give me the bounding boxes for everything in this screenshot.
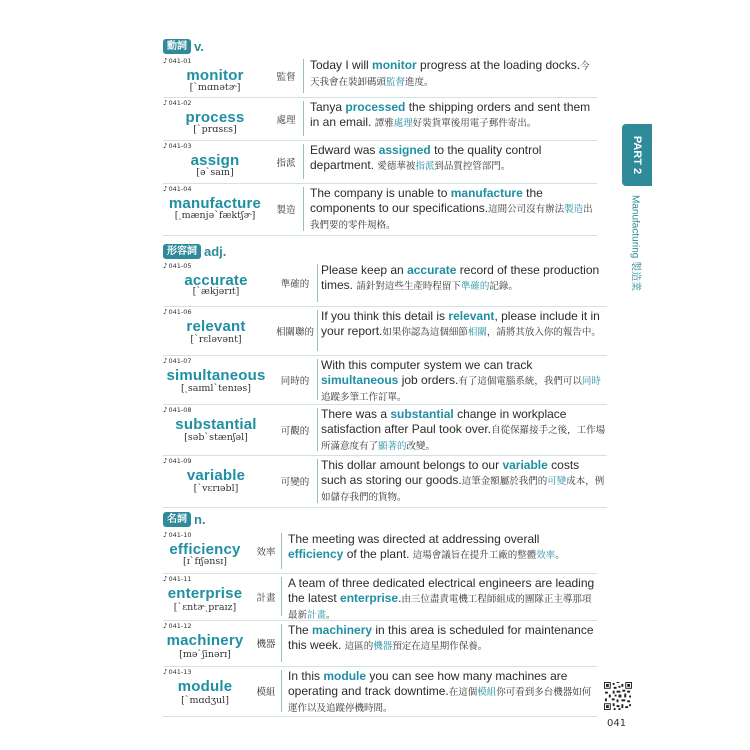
- sentence-translation: [356, 281, 518, 292]
- phonetic-transcription: [ˏmænjəˋfæktʃɚ]: [174, 210, 256, 221]
- sentence-text: the shipping orders and sent them in an email.: [310, 100, 591, 129]
- part-tab: [622, 124, 652, 186]
- highlighted-keyword: module: [323, 669, 367, 683]
- phonetic-transcription: [ˏsaɪmlˋtenɪəs]: [180, 383, 252, 394]
- sentence-text: The meeting was directed at addressing overall: [288, 532, 540, 546]
- sentence-text: In this: [288, 669, 324, 683]
- sentence-text: job orders.: [398, 373, 459, 387]
- highlighted-keyword: machinery: [312, 623, 373, 637]
- highlighted-keyword: processed: [345, 100, 406, 114]
- chapter-subtitle: Manufacturing 製造業: [629, 195, 641, 292]
- translation-text: 有了這個電腦系統，我們可以: [458, 376, 582, 387]
- translation-text: 你可看到多台機器如何運作以及追蹤停機時間。: [288, 687, 592, 714]
- section-badge: 名詞: [163, 512, 191, 527]
- translation-text: 出我們要的零件規格。: [310, 204, 593, 231]
- translation-text: 自從保羅接手之後，工作場所滿意度有了: [321, 425, 606, 452]
- translation-text: 。: [326, 610, 336, 621]
- highlighted-keyword: assigned: [378, 143, 431, 157]
- section-header: [163, 38, 597, 54]
- column-divider: [303, 59, 304, 93]
- vocab-word: machinery: [166, 632, 244, 649]
- translation-text: ，請將其放入你的報告中。: [486, 327, 601, 338]
- sentence-text: There was a: [321, 407, 391, 421]
- highlighted-translation: 監督: [386, 77, 406, 88]
- sentence-text: progress at the loading docks.: [416, 58, 581, 72]
- column-divider: [281, 577, 282, 616]
- sentence-text: of the plant.: [343, 547, 413, 561]
- chinese-meaning: 準確的: [280, 279, 310, 290]
- column-divider: [281, 533, 282, 569]
- section-header: [163, 511, 597, 527]
- highlighted-translation: 準確的: [460, 281, 490, 292]
- section-header: [163, 243, 607, 259]
- phonetic-transcription: [ˋprɑsɛs]: [193, 124, 237, 135]
- translation-text: 這筆金額屬於我們的: [461, 476, 548, 487]
- verb-section: [163, 38, 597, 54]
- qr-code-icon[interactable]: [604, 682, 632, 710]
- highlighted-keyword: monitor: [372, 58, 417, 72]
- chinese-meaning: 可變的: [280, 477, 310, 488]
- vocab-entry: [163, 97, 597, 141]
- phonetic-transcription: [ˋmɑdʒul]: [181, 695, 229, 706]
- translation-text: 請針對這些生產時程留下: [356, 281, 461, 292]
- audio-track-number: ♪ 041-04: [163, 185, 192, 193]
- audio-track-number: ♪ 041-05: [163, 262, 192, 270]
- example-sentence: [321, 458, 607, 505]
- sentence-text: Today I will: [310, 58, 373, 72]
- vocab-word: relevant: [186, 318, 246, 335]
- highlighted-keyword: accurate: [407, 263, 457, 277]
- highlighted-keyword: manufacture: [450, 186, 523, 200]
- column-divider: [303, 187, 304, 231]
- vocab-entry: [163, 529, 597, 574]
- vocab-word: assign: [190, 152, 240, 169]
- chinese-meaning: 處理: [276, 115, 296, 126]
- highlighted-keyword: variable: [502, 458, 548, 472]
- section-pos: v.: [194, 38, 204, 54]
- highlighted-translation: 機器: [373, 641, 393, 652]
- translation-text: 這場會議旨在提升工廠的整體: [412, 550, 537, 561]
- noun-section: [163, 511, 597, 527]
- vocab-word: simultaneous: [166, 367, 266, 384]
- vocab-word: process: [185, 109, 245, 126]
- vocab-entry: [163, 140, 597, 184]
- sentence-translation: [413, 550, 565, 561]
- example-sentence: [310, 58, 597, 90]
- sentence-translation: [377, 161, 510, 172]
- translation-text: 這間公司沒有辦法: [488, 204, 565, 215]
- sentence-text: The: [288, 623, 313, 637]
- audio-track-number: ♪ 041-12: [163, 622, 192, 630]
- audio-track-number: ♪ 041-01: [163, 57, 192, 65]
- sentence-text: With this computer system we can track: [321, 358, 533, 372]
- column-divider: [317, 310, 318, 351]
- vocab-entry: [163, 620, 597, 667]
- translation-text: 記錄。: [489, 281, 518, 292]
- chinese-meaning: 效率: [256, 547, 276, 558]
- example-sentence: [288, 532, 597, 563]
- vocab-entry: [163, 260, 607, 307]
- translation-text: 進度。: [405, 77, 434, 88]
- sentence-text: costs such as storing our goods.: [321, 458, 580, 487]
- translation-text: 到品質控管部門。: [434, 161, 511, 172]
- phonetic-transcription: [ˋækjərɪt]: [192, 286, 240, 297]
- sentence-text: record of these production times.: [321, 263, 600, 292]
- audio-track-number: ♪ 041-02: [163, 99, 192, 107]
- column-divider: [317, 459, 318, 503]
- chinese-meaning: 監督: [276, 72, 296, 83]
- sentence-translation: [382, 327, 601, 338]
- column-divider: [303, 144, 304, 179]
- vocab-word: variable: [186, 467, 246, 484]
- audio-track-number: ♪ 041-11: [163, 575, 192, 583]
- phonetic-transcription: [ɪˋfɪʃənsɪ]: [183, 556, 227, 567]
- audio-track-number: ♪ 041-08: [163, 406, 192, 414]
- example-sentence: [321, 309, 607, 340]
- highlighted-translation: 模組: [477, 687, 497, 698]
- vocab-entry: [163, 355, 607, 405]
- highlighted-keyword: efficiency: [288, 547, 344, 561]
- example-sentence: [321, 358, 607, 405]
- chinese-meaning: 同時的: [280, 376, 310, 387]
- page-number: 041: [607, 718, 627, 729]
- chinese-meaning: 機器: [256, 639, 276, 650]
- vocab-entry: [163, 183, 597, 236]
- translation-text: 預定在這星期作保養。: [392, 641, 488, 652]
- translation-text: 愛德華被: [377, 161, 416, 172]
- vocab-entry: [163, 55, 597, 98]
- sentence-text: in this area is scheduled for maintenance this week.: [288, 623, 594, 652]
- chinese-meaning: 指派: [276, 158, 296, 169]
- translation-text: 由三位盡責電機工程師組成的團隊正主導那項最新: [288, 594, 592, 621]
- translation-text: 追蹤多筆工作訂單。: [321, 392, 407, 403]
- sentence-text: you can see how many machines are operating and track downtime.: [288, 669, 568, 698]
- audio-track-number: ♪ 041-03: [163, 142, 192, 150]
- phonetic-transcription: [ˋvɛrɪəbl]: [193, 483, 239, 494]
- sentence-text: This dollar amount belongs to our: [321, 458, 503, 472]
- sentence-text: change in workplace satisfaction after Paul took over.: [321, 407, 567, 436]
- translation-text: 譚雅: [374, 118, 394, 129]
- phonetic-transcription: [ˋrɛləvənt]: [190, 334, 242, 345]
- translation-text: 這區的: [344, 641, 374, 652]
- sentence-text: The company is unable to: [310, 186, 451, 200]
- example-sentence: [310, 186, 597, 233]
- column-divider: [317, 359, 318, 400]
- sentence-translation: [375, 118, 537, 129]
- audio-track-number: ♪ 041-09: [163, 457, 192, 465]
- translation-text: 改變。: [406, 441, 436, 452]
- sentence-text: the components to our specifications.: [310, 186, 543, 215]
- column-divider: [317, 264, 318, 302]
- sentence-text: .: [398, 591, 402, 605]
- column-divider: [281, 670, 282, 712]
- column-divider: [303, 101, 304, 136]
- section-pos: adj.: [204, 243, 227, 259]
- vocab-word: module: [177, 678, 233, 695]
- translation-text: 今天我會在裝卸碼頭: [310, 61, 590, 88]
- column-divider: [317, 408, 318, 451]
- highlighted-translation: 處理: [393, 118, 413, 129]
- audio-track-number: ♪ 041-07: [163, 357, 192, 365]
- section-badge: 動詞: [163, 39, 191, 54]
- translation-text: 在這個: [448, 687, 478, 698]
- chinese-meaning: 模組: [256, 687, 276, 698]
- sentence-text: , please include it in your report.: [321, 309, 600, 338]
- vocab-entry: [163, 573, 597, 621]
- highlighted-keyword: enterprise: [340, 591, 399, 605]
- column-divider: [281, 624, 282, 662]
- chinese-meaning: 製造: [276, 205, 296, 216]
- highlighted-translation: 效率: [536, 550, 556, 561]
- vocab-entry: [163, 306, 607, 356]
- example-sentence: [310, 100, 597, 131]
- vocab-entry: [163, 404, 607, 456]
- example-sentence: [310, 143, 597, 174]
- chinese-meaning: 可觀的: [280, 426, 310, 437]
- phonetic-transcription: [ˋɛntɚˏpraɪz]: [173, 602, 237, 613]
- vocab-word: efficiency: [169, 541, 241, 558]
- sentence-text: Tanya: [310, 100, 346, 114]
- vocab-word: enterprise: [167, 585, 243, 602]
- sentence-text: If you think this detail is: [321, 309, 449, 323]
- phonetic-transcription: [ˋmɑnətɚ]: [189, 82, 241, 93]
- highlighted-keyword: relevant: [448, 309, 495, 323]
- audio-track-number: ♪ 041-13: [163, 668, 192, 676]
- highlighted-keyword: substantial: [390, 407, 454, 421]
- sentence-text: to the quality control department.: [310, 143, 542, 172]
- section-pos: n.: [194, 511, 206, 527]
- example-sentence: [321, 263, 607, 294]
- section-badge: 形容詞: [163, 244, 201, 259]
- vocab-word: monitor: [186, 67, 244, 84]
- highlighted-translation: 相關: [467, 327, 487, 338]
- highlighted-translation: 製造: [564, 204, 584, 215]
- highlighted-translation: 指派: [415, 161, 435, 172]
- highlighted-keyword: simultaneous: [321, 373, 399, 387]
- phonetic-transcription: [əˋsaɪn]: [196, 167, 234, 178]
- translation-text: 如果你認為這個細節: [382, 327, 468, 338]
- vocab-word: manufacture: [168, 195, 262, 212]
- highlighted-translation: 顯著的: [378, 441, 407, 452]
- part-label: PART 2: [631, 135, 643, 175]
- example-sentence: [288, 669, 597, 716]
- sentence-translation: [345, 641, 488, 652]
- highlighted-translation: 計畫: [307, 610, 327, 621]
- example-sentence: [321, 407, 607, 454]
- phonetic-transcription: [səbˋstænʃəl]: [184, 432, 248, 443]
- translation-text: 。: [555, 550, 565, 561]
- translation-text: 好裝貨單後用電子郵件寄出。: [412, 118, 537, 129]
- sentence-text: A team of three dedicated electrical engineers are leading the latest: [288, 576, 595, 605]
- audio-track-number: ♪ 041-10: [163, 531, 192, 539]
- highlighted-translation: 同時: [581, 376, 601, 387]
- audio-track-number: ♪ 041-06: [163, 308, 192, 316]
- vocab-word: accurate: [184, 272, 248, 289]
- highlighted-translation: 可變: [547, 476, 567, 487]
- translation-text: 成本，例如儲存我們的貨物。: [321, 476, 605, 503]
- example-sentence: [288, 576, 597, 623]
- phonetic-transcription: [məˋʃinərɪ]: [179, 649, 231, 660]
- example-sentence: [288, 623, 597, 654]
- chinese-meaning: 計畫: [256, 593, 276, 604]
- sentence-text: Edward was: [310, 143, 379, 157]
- vocab-word: substantial: [175, 416, 257, 433]
- sentence-text: Please keep an: [321, 263, 408, 277]
- vocab-entry: [163, 455, 607, 508]
- vocab-entry: [163, 666, 597, 717]
- chinese-meaning: 相關聯的: [275, 327, 314, 338]
- adjective-section: [163, 243, 607, 259]
